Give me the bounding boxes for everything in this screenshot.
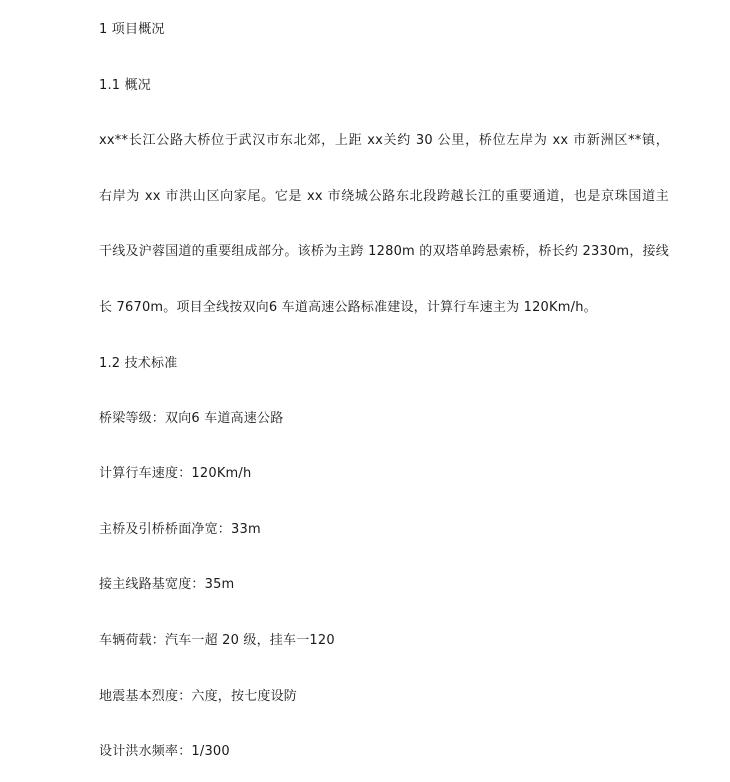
paragraph-line-1: xx**长江公路大桥位于武汉市东北郊，上距 xx关约 30 公里，桥位左岸为 xx 市新洲区**镇， [99,133,669,148]
standard-item-vehicle-load: 车辆荷载：汽车一超 20 级，挂车一120 [99,633,335,648]
paragraph-line-4: 长 7670m。项目全线按双向6 车道高速公路标准建设，计算行车速主为 120Km/h。 [99,300,597,315]
section-heading-1-1: 1.1 概况 [99,78,152,93]
standard-item-bridge-grade: 桥梁等级：双向6 车道高速公路 [99,411,284,426]
paragraph-line-2: 右岸为 xx 市洪山区向家尾。它是 xx 市绕城公路东北段跨越长江的重要通道，也是京珠国道主 [99,189,669,204]
standard-item-seismic-intensity: 地震基本烈度：六度，按七度设防 [99,689,298,704]
standard-item-design-speed: 计算行车速度：120Km/h [99,466,252,481]
standard-item-subgrade-width: 接主线路基宽度：35m [99,577,235,592]
section-heading-1-2: 1.2 技术标准 [99,356,178,371]
standard-item-flood-frequency: 设计洪水频率：1/300 [99,744,230,759]
section-heading-1: 1 项目概况 [99,22,165,37]
paragraph-line-3: 干线及沪蓉国道的重要组成部分。该桥为主跨 1280m 的双塔单跨悬索桥，桥长约 2330m，接线 [99,244,669,259]
standard-item-deck-width: 主桥及引桥桥面净宽：33m [99,522,261,537]
